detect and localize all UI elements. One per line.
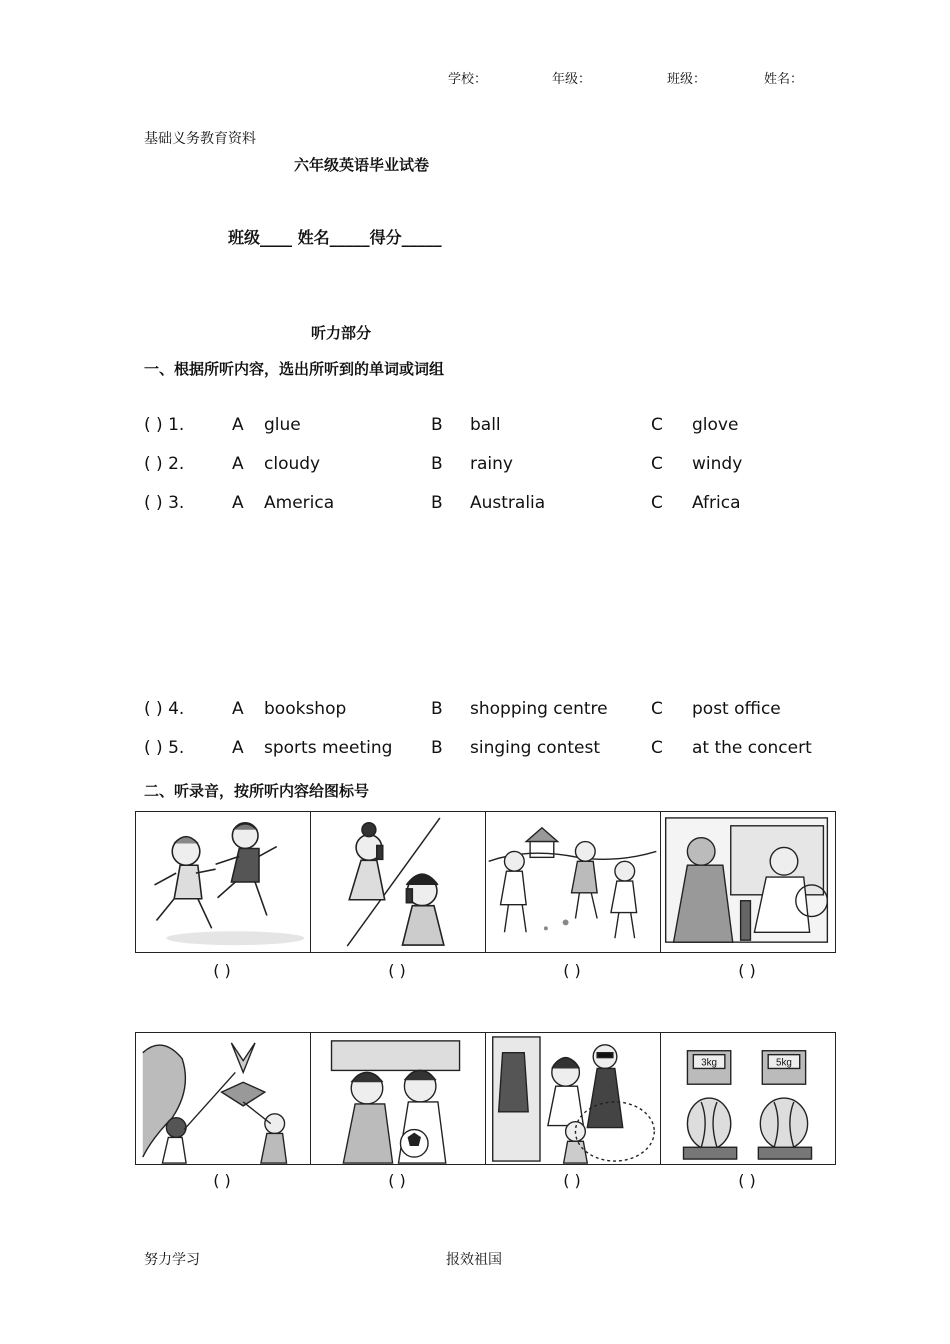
boys-running-illustration	[136, 812, 310, 952]
question-5-option-b: singing contest	[470, 738, 601, 758]
snowball-fight-illustration	[486, 812, 660, 952]
name-label: 姓名：	[764, 72, 804, 87]
picture-clothes-shop	[486, 1033, 661, 1164]
footer-right: 报效祖国	[446, 1252, 502, 1268]
question-3-number: ( ) 3.	[144, 493, 185, 513]
option-a-label: A	[232, 493, 244, 513]
question-1-number: ( ) 1.	[144, 415, 185, 435]
girls-phone-illustration	[311, 812, 485, 952]
question-1-option-a: glue	[264, 415, 301, 435]
option-b-label: B	[431, 699, 443, 719]
pumpkins-scales-illustration	[661, 1033, 835, 1164]
option-a-label: A	[232, 415, 244, 435]
question-1-option-c: glove	[692, 415, 739, 435]
question-2-option-c: windy	[692, 454, 743, 474]
footer-left: 努力学习	[144, 1252, 200, 1268]
source-note: 基础义务教育资料	[144, 131, 256, 147]
option-c-label: C	[651, 415, 663, 435]
answer-blank[interactable]: ( )	[213, 961, 231, 980]
boys-football-illustration	[311, 1033, 485, 1164]
picture-boys-running	[136, 812, 311, 952]
option-a-label: A	[232, 699, 244, 719]
question-5-option-a: sports meeting	[264, 738, 393, 758]
picture-row-1	[135, 811, 836, 953]
question-5-option-c: at the concert	[692, 738, 812, 758]
option-b-label: B	[431, 415, 443, 435]
answer-blank[interactable]: ( )	[563, 961, 581, 980]
question-3-option-c: Africa	[692, 493, 741, 513]
question-1-option-b: ball	[470, 415, 501, 435]
section-title: 听力部分	[311, 324, 372, 342]
question-4-number: ( ) 4.	[144, 699, 185, 719]
answer-blank[interactable]: ( )	[388, 961, 406, 980]
top-header	[0, 68, 950, 88]
answer-blank[interactable]: ( )	[388, 1171, 406, 1190]
page-title: 六年级英语毕业试卷	[294, 156, 430, 174]
question-4-option-b: shopping centre	[470, 699, 608, 719]
option-c-label: C	[651, 454, 663, 474]
option-b-label: B	[431, 493, 443, 513]
question-3-option-b: Australia	[470, 493, 546, 513]
class-label: 班级：	[667, 72, 707, 87]
option-b-label: B	[431, 738, 443, 758]
scale-label-3kg: 3kg	[701, 1057, 718, 1069]
part2-heading: 二、听录音，按所听内容给图标号	[144, 782, 370, 800]
option-a-label: A	[232, 454, 244, 474]
part1-heading: 一、根据所听内容，选出所听到的单词或词组	[144, 360, 445, 378]
answer-blank[interactable]: ( )	[738, 961, 756, 980]
picture-row-2	[135, 1032, 836, 1165]
grade-label: 年级：	[552, 72, 592, 87]
question-2-option-a: cloudy	[264, 454, 321, 474]
question-2-option-b: rainy	[470, 454, 513, 474]
picture-flying-kites	[136, 1033, 311, 1164]
picture-boys-football	[311, 1033, 486, 1164]
question-4-option-a: bookshop	[264, 699, 347, 719]
answer-blank[interactable]: ( )	[738, 1171, 756, 1190]
scale-label-5kg: 5kg	[776, 1057, 792, 1069]
question-2-number: ( ) 2.	[144, 454, 185, 474]
answer-blank[interactable]: ( )	[563, 1171, 581, 1190]
option-b-label: B	[431, 454, 443, 474]
clothes-shop-illustration	[486, 1033, 660, 1164]
option-c-label: C	[651, 699, 663, 719]
picture-bus-boarding	[661, 812, 835, 952]
flying-kites-illustration	[136, 1033, 310, 1164]
question-5-number: ( ) 5.	[144, 738, 185, 758]
school-label: 学校：	[448, 72, 488, 87]
answer-blank[interactable]: ( )	[213, 1171, 231, 1190]
option-c-label: C	[651, 738, 663, 758]
picture-snowball-fight	[486, 812, 661, 952]
option-c-label: C	[651, 493, 663, 513]
question-3-option-a: America	[264, 493, 335, 513]
bus-boarding-illustration	[661, 812, 835, 952]
option-a-label: A	[232, 738, 244, 758]
picture-pumpkins-scales	[661, 1033, 835, 1164]
question-4-option-c: post office	[692, 699, 781, 719]
picture-girls-on-phone	[311, 812, 486, 952]
student-info-line: 班级____ 姓名_____得分_____	[228, 228, 442, 247]
